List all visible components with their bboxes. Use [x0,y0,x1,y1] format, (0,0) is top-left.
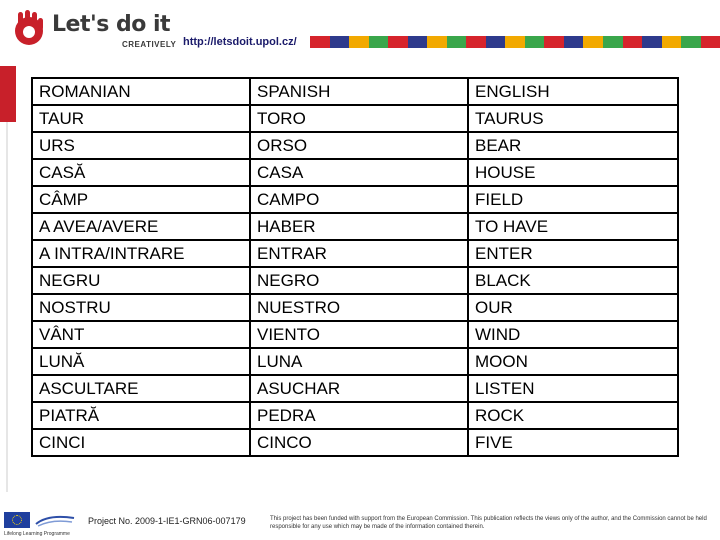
color-stripe-segment [349,36,369,48]
table-cell: HABER [250,213,468,240]
color-stripe-segment [388,36,408,48]
table-cell: CÂMP [32,186,250,213]
table-cell: TAURUS [468,105,678,132]
color-stripe-bar [310,36,720,48]
table-row [32,375,678,402]
hand-print-icon [10,10,48,48]
color-stripe-segment [408,36,428,48]
table-row [32,105,678,132]
table-cell: CASĂ [32,159,250,186]
color-stripe-segment [466,36,486,48]
logo [10,10,180,50]
eu-programme-caption: Lifelong Learning Programme [4,531,70,537]
table-row [32,213,678,240]
table-row [32,294,678,321]
color-stripe-segment [662,36,682,48]
table-cell: VIENTO [250,321,468,348]
disclaimer-text: This project has been funded with support from the European Commission. This publication reflects the views only of the author, and the Commission cannot be held responsible for any use which may be made of the information contained therein. [270,516,707,530]
column-header: ROMANIAN [32,78,250,105]
table-cell: ROCK [468,402,678,429]
table-cell: CINCO [250,429,468,456]
table-cell: CINCI [32,429,250,456]
color-stripe-segment [310,36,330,48]
table-header-row [32,78,678,105]
color-stripe-segment [701,36,720,48]
table-cell: HOUSE [468,159,678,186]
table-cell: MOON [468,348,678,375]
color-stripe-segment [564,36,584,48]
table-row [32,159,678,186]
logo-subtitle: CREATIVELY [122,40,177,49]
table-cell: NEGRO [250,267,468,294]
table-cell: CAMPO [250,186,468,213]
table-row [32,429,678,456]
table-cell: LUNA [250,348,468,375]
table-cell: VÂNT [32,321,250,348]
color-stripe-segment [525,36,545,48]
color-stripe-segment [427,36,447,48]
color-stripe-segment [486,36,506,48]
table-cell: ENTER [468,240,678,267]
lifelong-learning-logo-icon [34,512,76,528]
color-stripe-segment [330,36,350,48]
left-accent-tab [0,66,16,122]
table-row [32,267,678,294]
table-cell: NEGRU [32,267,250,294]
table-cell: ORSO [250,132,468,159]
table-cell: LISTEN [468,375,678,402]
table-row [32,186,678,213]
table-cell: NUESTRO [250,294,468,321]
table-cell: NOSTRU [32,294,250,321]
column-header: ENGLISH [468,78,678,105]
table-row [32,321,678,348]
table-cell: TO HAVE [468,213,678,240]
color-stripe-segment [447,36,467,48]
table-cell: PEDRA [250,402,468,429]
eu-flag-icon [4,512,30,528]
table-cell: WIND [468,321,678,348]
table-cell: FIELD [468,186,678,213]
table-row [32,240,678,267]
color-stripe-segment [544,36,564,48]
table-cell: LUNĂ [32,348,250,375]
logo-title: Let's do it [52,12,171,37]
column-header: SPANISH [250,78,468,105]
color-stripe-segment [505,36,525,48]
table-cell: OUR [468,294,678,321]
table-cell: ASUCHAR [250,375,468,402]
table-cell: URS [32,132,250,159]
color-stripe-segment [681,36,701,48]
left-divider-line [6,122,8,492]
color-stripe-segment [642,36,662,48]
color-stripe-segment [583,36,603,48]
table-cell: BEAR [468,132,678,159]
table-row [32,402,678,429]
color-stripe-segment [369,36,389,48]
table-cell: BLACK [468,267,678,294]
website-link[interactable]: http://letsdoit.upol.cz/ [183,36,297,48]
color-stripe-segment [603,36,623,48]
table-cell: ASCULTARE [32,375,250,402]
table-cell: PIATRĂ [32,402,250,429]
color-stripe-segment [623,36,643,48]
table-row [32,348,678,375]
table-cell: FIVE [468,429,678,456]
table-cell: A AVEA/AVERE [32,213,250,240]
table-cell: TORO [250,105,468,132]
project-number: Project No. 2009-1-IE1-GRN06-007179 [88,516,246,526]
table-cell: ENTRAR [250,240,468,267]
vocabulary-table [31,77,679,457]
table-cell: CASA [250,159,468,186]
table-cell: TAUR [32,105,250,132]
table-row [32,132,678,159]
table-cell: A INTRA/INTRARE [32,240,250,267]
